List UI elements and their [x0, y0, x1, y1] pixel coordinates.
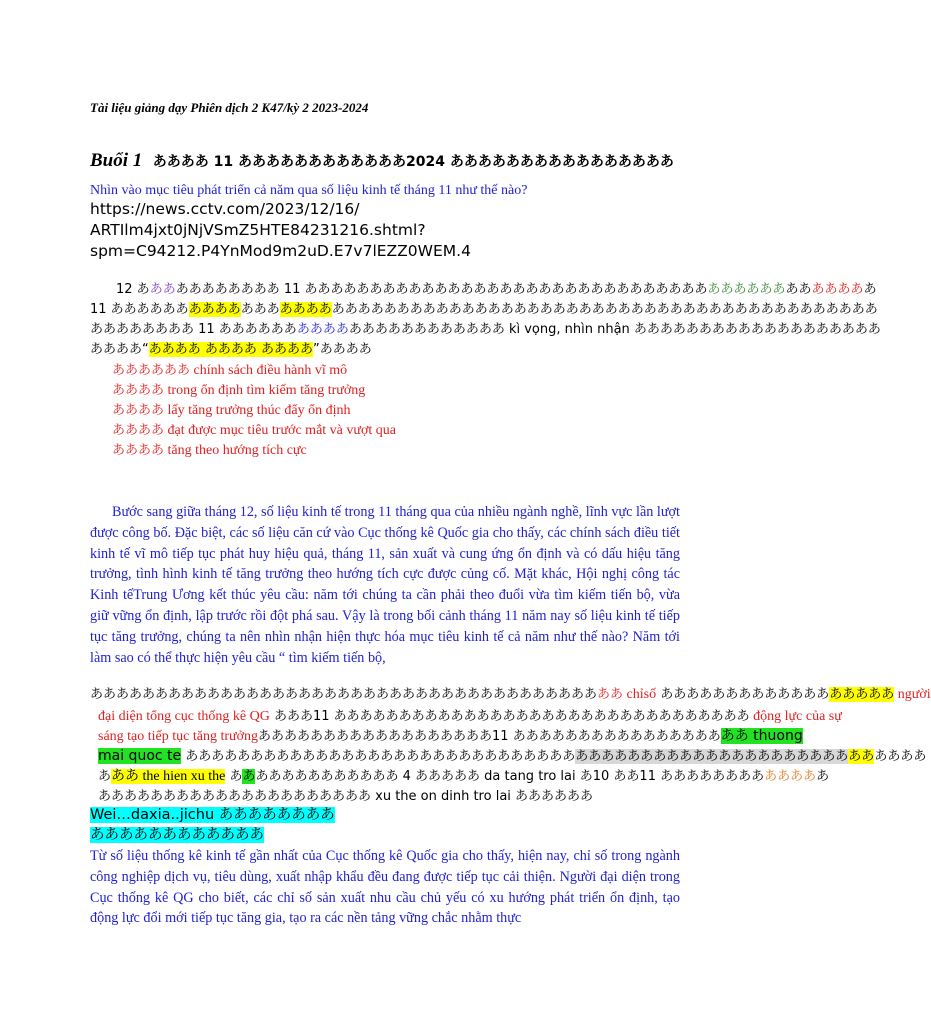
document-header: Tài liệu giảng dạy Phiên dịch 2 K47/kỳ 2 2023-2024 — [90, 100, 369, 115]
term-item — [112, 361, 680, 381]
text-run: 11 ああああああ — [90, 302, 189, 317]
para1-line-2 — [90, 300, 878, 320]
highlight-run: ああああ — [279, 302, 332, 317]
term-cn: ああああ — [112, 423, 165, 438]
highlight-run: あああああああああああああああああああああ — [575, 749, 849, 764]
source-url-line-2[interactable]: ARTIlm4jxt0jNjVSmZ5HTE84231216.shtml? — [90, 221, 426, 239]
para2-vietnamese: Bước sang giữa tháng 12, số liệu kinh tế trong 11 tháng qua của nhiều ngành nghề, lĩnh vực lần lượt được công bố. Đặc biệt, các số liệu căn cứ vào Cục thống kê Quốc gia cho thấy, các chính sách điều tiết kinh tế vĩ mô tiếp tục phát huy hiệu quả, tháng 11, sản xuất và cung ứng ổn định và có dấu hiệu tăng trưởng, tình hình kinh tế tăng trưởng theo hướng tích cực được củng cố. Mặt khác, Hội nghị công tác Kinh tếTrung Ương kết thúc yêu cầu: năm tới chúng ta cần phải theo đuổi vừa tìm kiếm tiến bộ, vừa giữ vững ổn định, lập trước rồi đột phá sau. Vậy là trong bối cảnh tháng 11 năm nay số liệu kinh tế tiếp tục tăng trưởng, chúng ta nên nhìn nhận hiện thực hóa mục tiêu kinh tế cả năm như thế nào? Năm tới làm sao có thể thực hiện yêu cầu “ tìm kiếm tiến bộ, — [90, 504, 680, 666]
text-run: あああああああああああああああああああああ xu the on dinh tro lai ああああああ — [98, 789, 594, 804]
highlight-run: あ — [242, 769, 256, 784]
text-run: ああ — [597, 687, 624, 702]
text-run: ああああ — [764, 769, 817, 784]
text-run: ああああああああ 11 あああああああああああああああああああああああああああああああ — [175, 282, 708, 297]
text-run: 12 あ — [90, 282, 150, 297]
para3-line-4 — [98, 746, 927, 767]
highlight-run: ああああ — [188, 302, 241, 317]
source-url-line-3[interactable]: spm=C94212.P4YnMod9m2uD.E7v7lEZZ0WEM.4 — [90, 242, 471, 260]
text-run: ああああああああ 11 ああああああ — [90, 322, 297, 337]
text-run: chỉsố — [623, 687, 657, 702]
term-cn: ああああ — [112, 443, 165, 458]
text-run: ああああ — [874, 749, 927, 764]
highlight-run: あああああ — [829, 687, 895, 702]
term-cn: ああああ — [112, 403, 165, 418]
text-run: ああああ“ — [90, 342, 149, 357]
term-vi: lấy tăng trưởng thúc đẩy ổn định — [164, 403, 351, 418]
text-run: ああああああああああああああああああああああああああああああああああああああああああ — [331, 302, 878, 317]
cyan-line-2 — [90, 825, 680, 845]
source-url-line-1[interactable]: https://news.cctv.com/2023/12/16/ — [90, 200, 360, 218]
para4-vietnamese: Từ số liệu thống kê kinh tế gần nhất của Cục thống kê Quốc gia cho thấy, hiện nay, chỉ số trong ngành công nghiệp dịch vụ, tiêu dùng, xuất nhập khẩu đều đang được tiếp tục cải thiện. Người đại diện trong Cục thống kê QG cho biết, các chỉ số sản xuất nhu cầu chủ yếu có xu hướng phát triển ổn định, tạo động lực đổi mới tiếp tục tăng gia, tạo ra các nền tảng vững chắc nhằm thực — [90, 848, 680, 927]
text-run: sáng tạo tiếp tục tăng trưởng — [98, 729, 259, 744]
para1-line-3 — [90, 320, 881, 340]
lesson-title-text: ああああ 11 ああああああああああああ2024 ああああああああああああああああ — [152, 154, 674, 170]
para1-line-4 — [90, 340, 680, 360]
text-run: あああああああああああ 4 あああああ da tang tro lai あ10 ああ11 ああああああああ — [255, 769, 765, 784]
text-run: あああ11 ああああああああああああああああああああああああああああああああ — [269, 709, 750, 724]
text-run: あ — [98, 769, 112, 784]
term-vi: tăng theo hướng tích cực — [164, 443, 307, 458]
highlight-run: mai quoc te — [98, 748, 182, 764]
text-run: ”ああああ — [313, 342, 372, 357]
term-cn: ああああああ — [112, 363, 191, 378]
term-cn: ああああ — [112, 383, 165, 398]
text-run: đại diện tổng cục thống kê QG — [98, 709, 270, 724]
text-run: động lực của sự — [749, 709, 842, 724]
text-run: ああああああ — [707, 282, 786, 297]
para3-line-2 — [98, 706, 842, 727]
highlight-run: ああ thuong — [720, 728, 803, 744]
term-item — [112, 421, 680, 441]
text-run: người — [894, 687, 931, 702]
highlight-run: Wei…daxia..jichu ああああああああ — [90, 807, 335, 823]
term-vi: chính sách điều hành vĩ mô — [190, 363, 348, 378]
text-run: ああああああああああああ kì vọng, nhìn nhận あああああああああああああああああああ — [348, 322, 881, 337]
text-run: ああああ — [296, 322, 349, 337]
para3-line-6 — [98, 786, 680, 807]
text-run: ああああ — [811, 282, 864, 297]
text-run: ああ — [149, 282, 176, 297]
highlight-run: ああああ ああああ ああああ — [148, 342, 314, 357]
para3-line-1 — [90, 684, 931, 705]
text-run: あ — [863, 282, 877, 297]
highlight-run: ああ the hien xu the — [111, 769, 226, 784]
lesson-number: Buổi 1 — [90, 150, 143, 171]
text-run: ああああああああああああああああああああああああああああああ — [181, 749, 576, 764]
term-item — [112, 441, 680, 461]
highlight-run: ああ — [848, 749, 875, 764]
lesson-title — [90, 148, 680, 174]
cyan-line-1 — [90, 805, 680, 825]
text-run: ああ — [785, 282, 812, 297]
term-vi: đạt được mục tiêu trước mắt và vượt qua — [164, 423, 396, 438]
text-run: あ — [816, 769, 830, 784]
para3-line-5 — [98, 766, 830, 787]
term-item — [112, 401, 680, 421]
text-run: あああああああああああああああああああああああああああああああああああああああ — [90, 687, 598, 702]
text-run: あああああああああああああ — [656, 687, 830, 702]
para3-line-3 — [98, 726, 803, 747]
text-run: あ — [225, 769, 243, 784]
term-item — [112, 381, 680, 401]
para1-line-1 — [90, 280, 877, 300]
text-run: ああああああああああああああああああ11 ああああああああああああああああ — [258, 729, 721, 744]
term-vi: trong ổn định tìm kiếm tăng trưởng — [164, 383, 366, 398]
text-run: あああ — [240, 302, 280, 317]
highlight-run: ああああああああああああ — [90, 827, 264, 843]
question-line: Nhìn vào mục tiêu phát triển cả năm qua số liệu kinh tế tháng 11 như thế nào? — [90, 183, 528, 198]
